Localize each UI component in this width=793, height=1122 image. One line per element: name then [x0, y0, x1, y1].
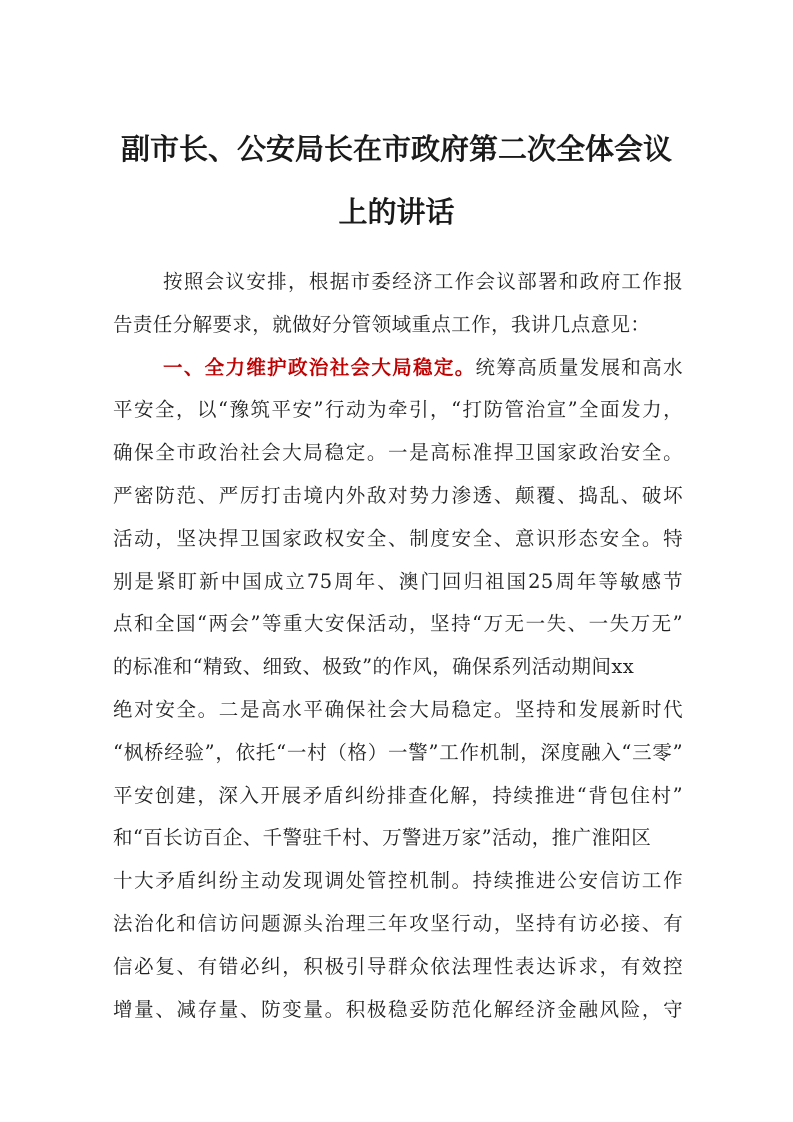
body-line: 别是紧盯新中国成立75周年、澳门回归祖国25周年等敏感节 — [113, 569, 683, 593]
document-title-line-2: 上的讲话 — [338, 195, 455, 229]
body-line: 法治化和信访问题源头治理三年攻坚行动，坚持有访必接、有 — [113, 911, 683, 935]
document-title-line-1: 副市长、公安局长在市政府第二次全体会议 — [120, 132, 672, 166]
body-line: 活动，坚决捍卫国家政权安全、制度安全、意识形态安全。特 — [113, 526, 683, 550]
body-line — [113, 347, 683, 390]
body-line-text: 统筹高质量发展和高水 — [475, 355, 683, 379]
body-line: 信必复、有错必纠，积极引导群众依法理性表达诉求，有效控 — [113, 954, 683, 978]
body-line: 的标准和“精致、细致、极致”的作风，确保系列活动期间xx — [113, 655, 635, 679]
body-line: 平安创建，深入开展矛盾纠纷排查化解，持续推进“背包住村” — [113, 783, 683, 807]
body-line: 和“百长访百企、千警驻千村、万警进万家”活动，推广淮阳区 — [113, 826, 652, 850]
body-line: 点和全国“两会”等重大安保活动，坚持“万无一失、一失万无” — [113, 612, 683, 636]
document-body — [113, 261, 683, 1031]
body-line: 增量、减存量、防变量。积极稳妥防范化解经济金融风险，守 — [113, 997, 683, 1021]
body-line: 按照会议安排，根据市委经济工作会议部署和政府工作报 — [163, 270, 683, 293]
body-line: 严密防范、严厉打击境内外敌对势力渗透、颠覆、捣乱、破坏 — [113, 483, 683, 507]
body-line: 十大矛盾纠纷主动发现调处管控机制。持续推进公安信访工作 — [113, 869, 683, 893]
body-line: 告责任分解要求，就做好分管领域重点工作，我讲几点意见： — [113, 312, 651, 336]
body-line: 平安全，以“豫筑平安”行动为牵引，“打防管治宣”全面发力， — [113, 398, 683, 422]
section-heading: 一、全力维护政治社会大局稳定。 — [163, 355, 476, 379]
body-line: “枫桥经验”，依托“一村（格）一警”工作机制，深度融入“三零” — [113, 740, 683, 764]
body-line: 绝对安全。二是高水平确保社会大局稳定。坚持和发展新时代 — [113, 697, 683, 721]
body-line: 确保全市政治社会大局稳定。一是高标准捍卫国家政治安全。 — [113, 441, 683, 465]
